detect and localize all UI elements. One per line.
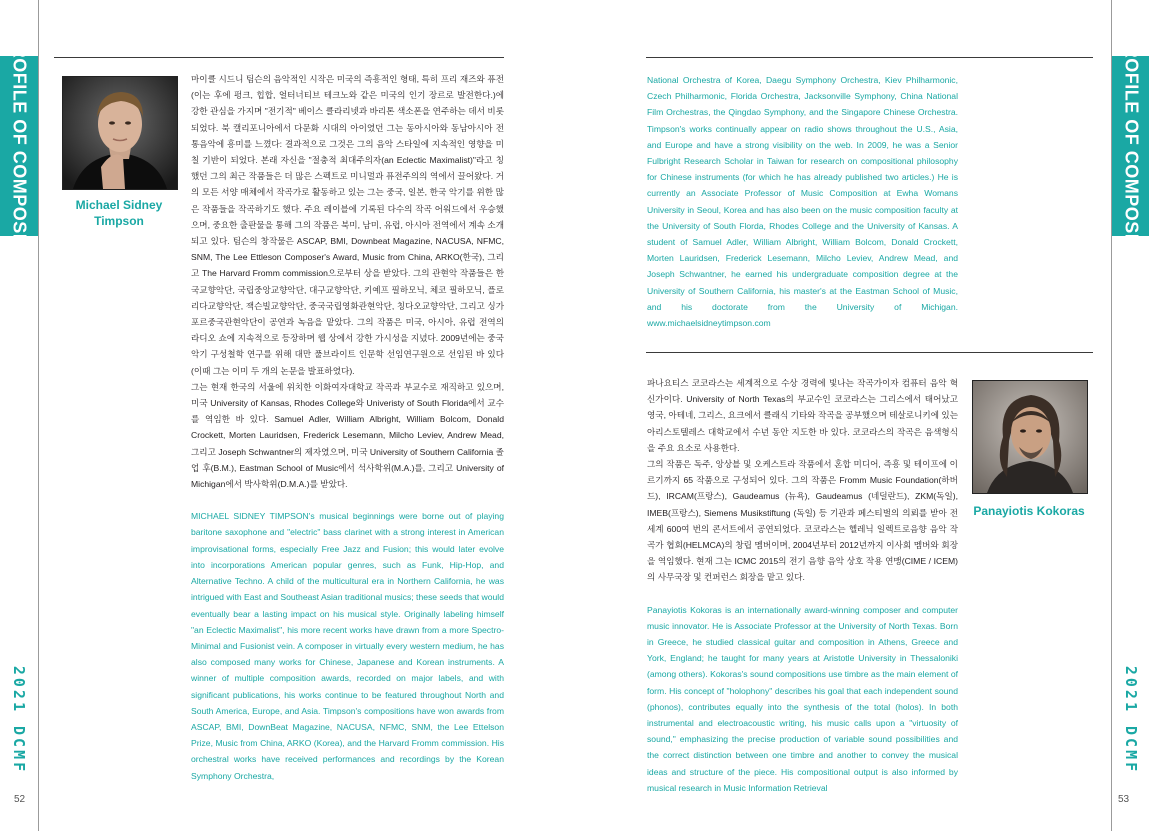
kokoras-bio-korean-1: 파나요티스 코코라스는 세계적으로 수상 경력에 빛나는 작곡가이자 컴퓨터 음악 혁신가이다. University of North Texas의 부교수인 코코라스는 그리스에서 태어났고 영국, 아테네, 그리스, 요크에서 클래식 기타와 작곡을 공부했으며 테살로니키에 있는 아리스토텔레스 대학교에서 수년 동안 지도한 바 있다. 코코라스의 작곡은 음색형식을 주요 요소로 사용한다. bbox=[647, 378, 958, 453]
portrait-timpson-image bbox=[63, 77, 177, 189]
left-page-edge bbox=[38, 0, 39, 831]
timpson-bio-left-column bbox=[191, 71, 504, 784]
timpson-bio-english-1: MICHAEL SIDNEY TIMPSON's musical beginnings were borne out of playing baritone saxophone and "electric" bass clarinet with a strong interest in American improvisational forms, especially Free Jazz and Fusion; this would later evolve into incorporations American popular genres, such as Funk, Hip-Hop, and Alternative Techno. A child of the multicultural era in Northern California, he was intrigued with East and Southeast Asian traditional musics; these seeds that would eventually bear a lasting impact on his musical style. Originally labeling himself "an Eclectic Maximalist", his more recent works have drawn from a more Spectro-Minimal and Fusionist vein. A composer in virtually every western medium, he has also composed many works for Chinese, Japanese and Korean instruments. A winner of multiple composition awards, recorded on major labels, and with significant publications, his works continue to be featured throughout North and South America, Europe, and Asia. Timpson's compositions have won awards from ASCAP, BMI, DownBeat Magazine, NACUSA, NFMC, SNM, the Lee Ettelson Prize, Music from China, ARKO (Korea), and the Harvard Fromm commission. His orchestral works have received performances and recordings by the Korean Symphony Orchestra, bbox=[191, 511, 504, 781]
festival-text-left: 2021 DCMF bbox=[10, 665, 28, 775]
composer-photo-timpson bbox=[62, 76, 178, 190]
section-label-left: PROFILE OF COMPOSER bbox=[9, 32, 30, 260]
composer-name-kokoras: Panayiotis Kokoras bbox=[973, 504, 1085, 518]
section-tab-right bbox=[1112, 32, 1149, 260]
festival-label-left bbox=[0, 660, 38, 780]
section-label-right: PROFILE OF COMPOSER bbox=[1121, 32, 1142, 260]
timpson-bio-korean-2: 그는 현재 한국의 서울에 위치한 이화여자대학교 작곡과 부교수로 재직하고 있으며, 미국 University of Kansas, Rhodes College와 Univeristy of South Florida에서 교수를 역임한 바 있다. Samuel Adler, William Albright, William Bolcom, Donald Crockett, Morten Lauridsen, Frederick Lesemann, Milcho Leviev, Andrew Mead, 그리고 Joseph Schwantner의 제자였으며, 미국 University of Southern California 졸업 후(B.M.), Eastman School of Music에서 석사학위(M.A.)를, 그리고 University of Michigan에서 박사학위(D.M.A.)를 받았다. bbox=[191, 381, 504, 490]
festival-label-right bbox=[1112, 660, 1149, 780]
page-number-left: 52 bbox=[14, 794, 26, 805]
top-rule-left bbox=[54, 57, 504, 58]
kokoras-bio-english: Panayiotis Kokoras is an internationally award-winning composer and computer music innovator. He is Associate Professor at the University of North Texas. Born in Greece, he studied classical guitar and composition in Athens, Greece and York, England; he taught for many years at Aristotle University in Thessaloniki (among others). Kokoras's sound compositions use timbre as the main element of form. His concept of "holophony" describes his goal that each independent sound (phonos), contributes equally into the synthesis of the total (holos). In both instrumental and electroacoustic writing, his music calls upon a "virtuosity of sound," emphasizing the precise production of variable sound possibilities and the correct distinction between one timbre and another to convey the musical ideas and structure of the piece. His compositional output is also informed by musical research in Music Information Retrieval bbox=[647, 604, 958, 793]
top-rule-right bbox=[646, 57, 1093, 58]
festival-text-right: 2021 DCMF bbox=[1122, 665, 1140, 775]
timpson-bio-right-column bbox=[647, 72, 958, 331]
portrait-kokoras-image bbox=[973, 381, 1087, 493]
composer-name-timpson: Michael Sidney Timpson bbox=[75, 198, 163, 228]
section-divider-right bbox=[646, 352, 1093, 353]
timpson-bio-english-2: National Orchestra of Korea, Daegu Symphony Orchestra, Kiev Philharmonic, Czech Philharmonic, Florida Orchestra, Jacksonville Symphony, China National Film Orchestras, the Qingdao Symphony, and the Singapore Chinese Orchestra. Timpson's works continually appear on radio shows throughout the U.S., Asia, and Europe and have a strong visibility on the web. In 2009, he was a Senior Fulbright Research Scholar in Taiwan for research on compositional philosophy for Chinese instruments (for which he has already published two articles.) He is currently an Associate Professor of Music Composition at Ewha Womans University in Seoul, Korea and has also been on the music composition faculty at the University of South Florda, Rhodes College and the University of Kansas. A student of Samuel Adler, William Albright, William Bolcom, Donald Crockett, Morten Lauridsen, Frederick Lesemann, Milcho Leviev, Andrew Mead, and Joseph Schwantner, he earned his undergraduate composition degree at the University of Southern California, his master's at the Eastman School of Music, and his doctorate from the University of Michigan. www.michaelsidneytimpson.com bbox=[647, 75, 958, 329]
timpson-bio-korean-1: 마이클 시드니 팀슨의 음악적인 시작은 미국의 즉흥적인 형태, 특히 프리 재즈와 퓨전(이는 후에 펑크, 힙합, 얼터너티브 테크노와 같은 미국의 인기 장르로 발전한다.)에 강한 관심을 가지며 "전기적" 베이스 클라리넷과 바리톤 색소폰을 연주하는 데서 비롯되었다. 북 캘리포니아에서 다문화 시대의 아이였던 그는 동아시아와 동남아시아 전통음악에 흥미를 느꼈다: 결과적으로 그것은 그의 음악 스타일에 지속적인 영향을 미칠 기반이 되었다. 본래 자신을 "절충적 최대주의자(an Eclectic Maximalist)"라고 칭했던 그의 최근 작품들은 더 많은 스펙트로 미니멀과 퓨전주의의 역에서 끌어왔다. 거의 모든 서양 매체에서 작곡가로 활동하고 있는 그는 중국, 일본, 한국 악기를 위한 많은 작품들을 작곡하기도 했다. 주요 레이블에 기록된 다수의 작곡 어워드에서 우승했으며, 중요한 출판물을 통해 그의 작품은 북미, 남미, 유럽, 아시아 전역에서 계속 소개되고 있다. 팀슨의 창작물은 ASCAP, BMI, Downbeat Magazine, NACUSA, NFMC, SNM, The Lee Ettleson Composer's Award, Music from China, ARKO(한국), 그리고 The Harvard Fromm commission으로부터 상을 받았다. 그의 관현악 작품들은 한국교향악단, 국립중앙교향악단, 대구교향악단, 키예프 필하모닉, 체코 필하모닉, 플로리다교향악단, 잭슨빌교향악단, 중국국립영화관현악단, 칭다오교향악단, 그리고 싱가포르중국관현악단이 공연과 녹음을 맡았다. 그의 작품은 미국, 아시아, 유럽 전역의 라디오 쇼에 지속적으로 등장하며 웹 상에서 강한 가시성을 지녔다. 2009년에는 중국 악기 구성철학 연구를 위해 대만 풀브라이트 인문학 선임연구원으로 선임된 바 있다(이때 그는 이미 두 개의 논문을 발표하였다). bbox=[191, 74, 504, 376]
kokoras-bio-korean-2: 그의 작품은 독주, 앙상블 및 오케스트라 작품에서 혼합 미디어, 즉흥 및 테이프에 이르기까지 65 작품으로 구성되어 있다. 그의 작품은 Fromm Music Foundation(하버드), IRCAM(프랑스), Gaudeamus (뉴욕), Gaudeamus (네덜란드), ZKM(독일), IMEB(프랑스), Siemens Musikstiftung (독일) 등 기관과 페스티벌의 의뢰를 받아 전 세계 600여 번의 콘서트에서 공연되었다. 코코라스는 헬레닉 일렉트로음향 음악 작곡가 협회(HELMCA)의 창립 멤버이며, 2004년부터 2012년까지 이사회 멤버와 회장을 역임했다. 현재 그는 ICMC 2015의 전기 음향 음악 상호 작용 연맹(CIME / ICEM)의 사무국장 및 컨퍼런스 회장을 맡고 있다. bbox=[647, 459, 958, 583]
composer-photo-kokoras bbox=[972, 380, 1088, 494]
kokoras-bio-column bbox=[647, 375, 958, 796]
section-tab-left bbox=[0, 32, 38, 260]
page-number-right: 53 bbox=[1118, 794, 1130, 805]
